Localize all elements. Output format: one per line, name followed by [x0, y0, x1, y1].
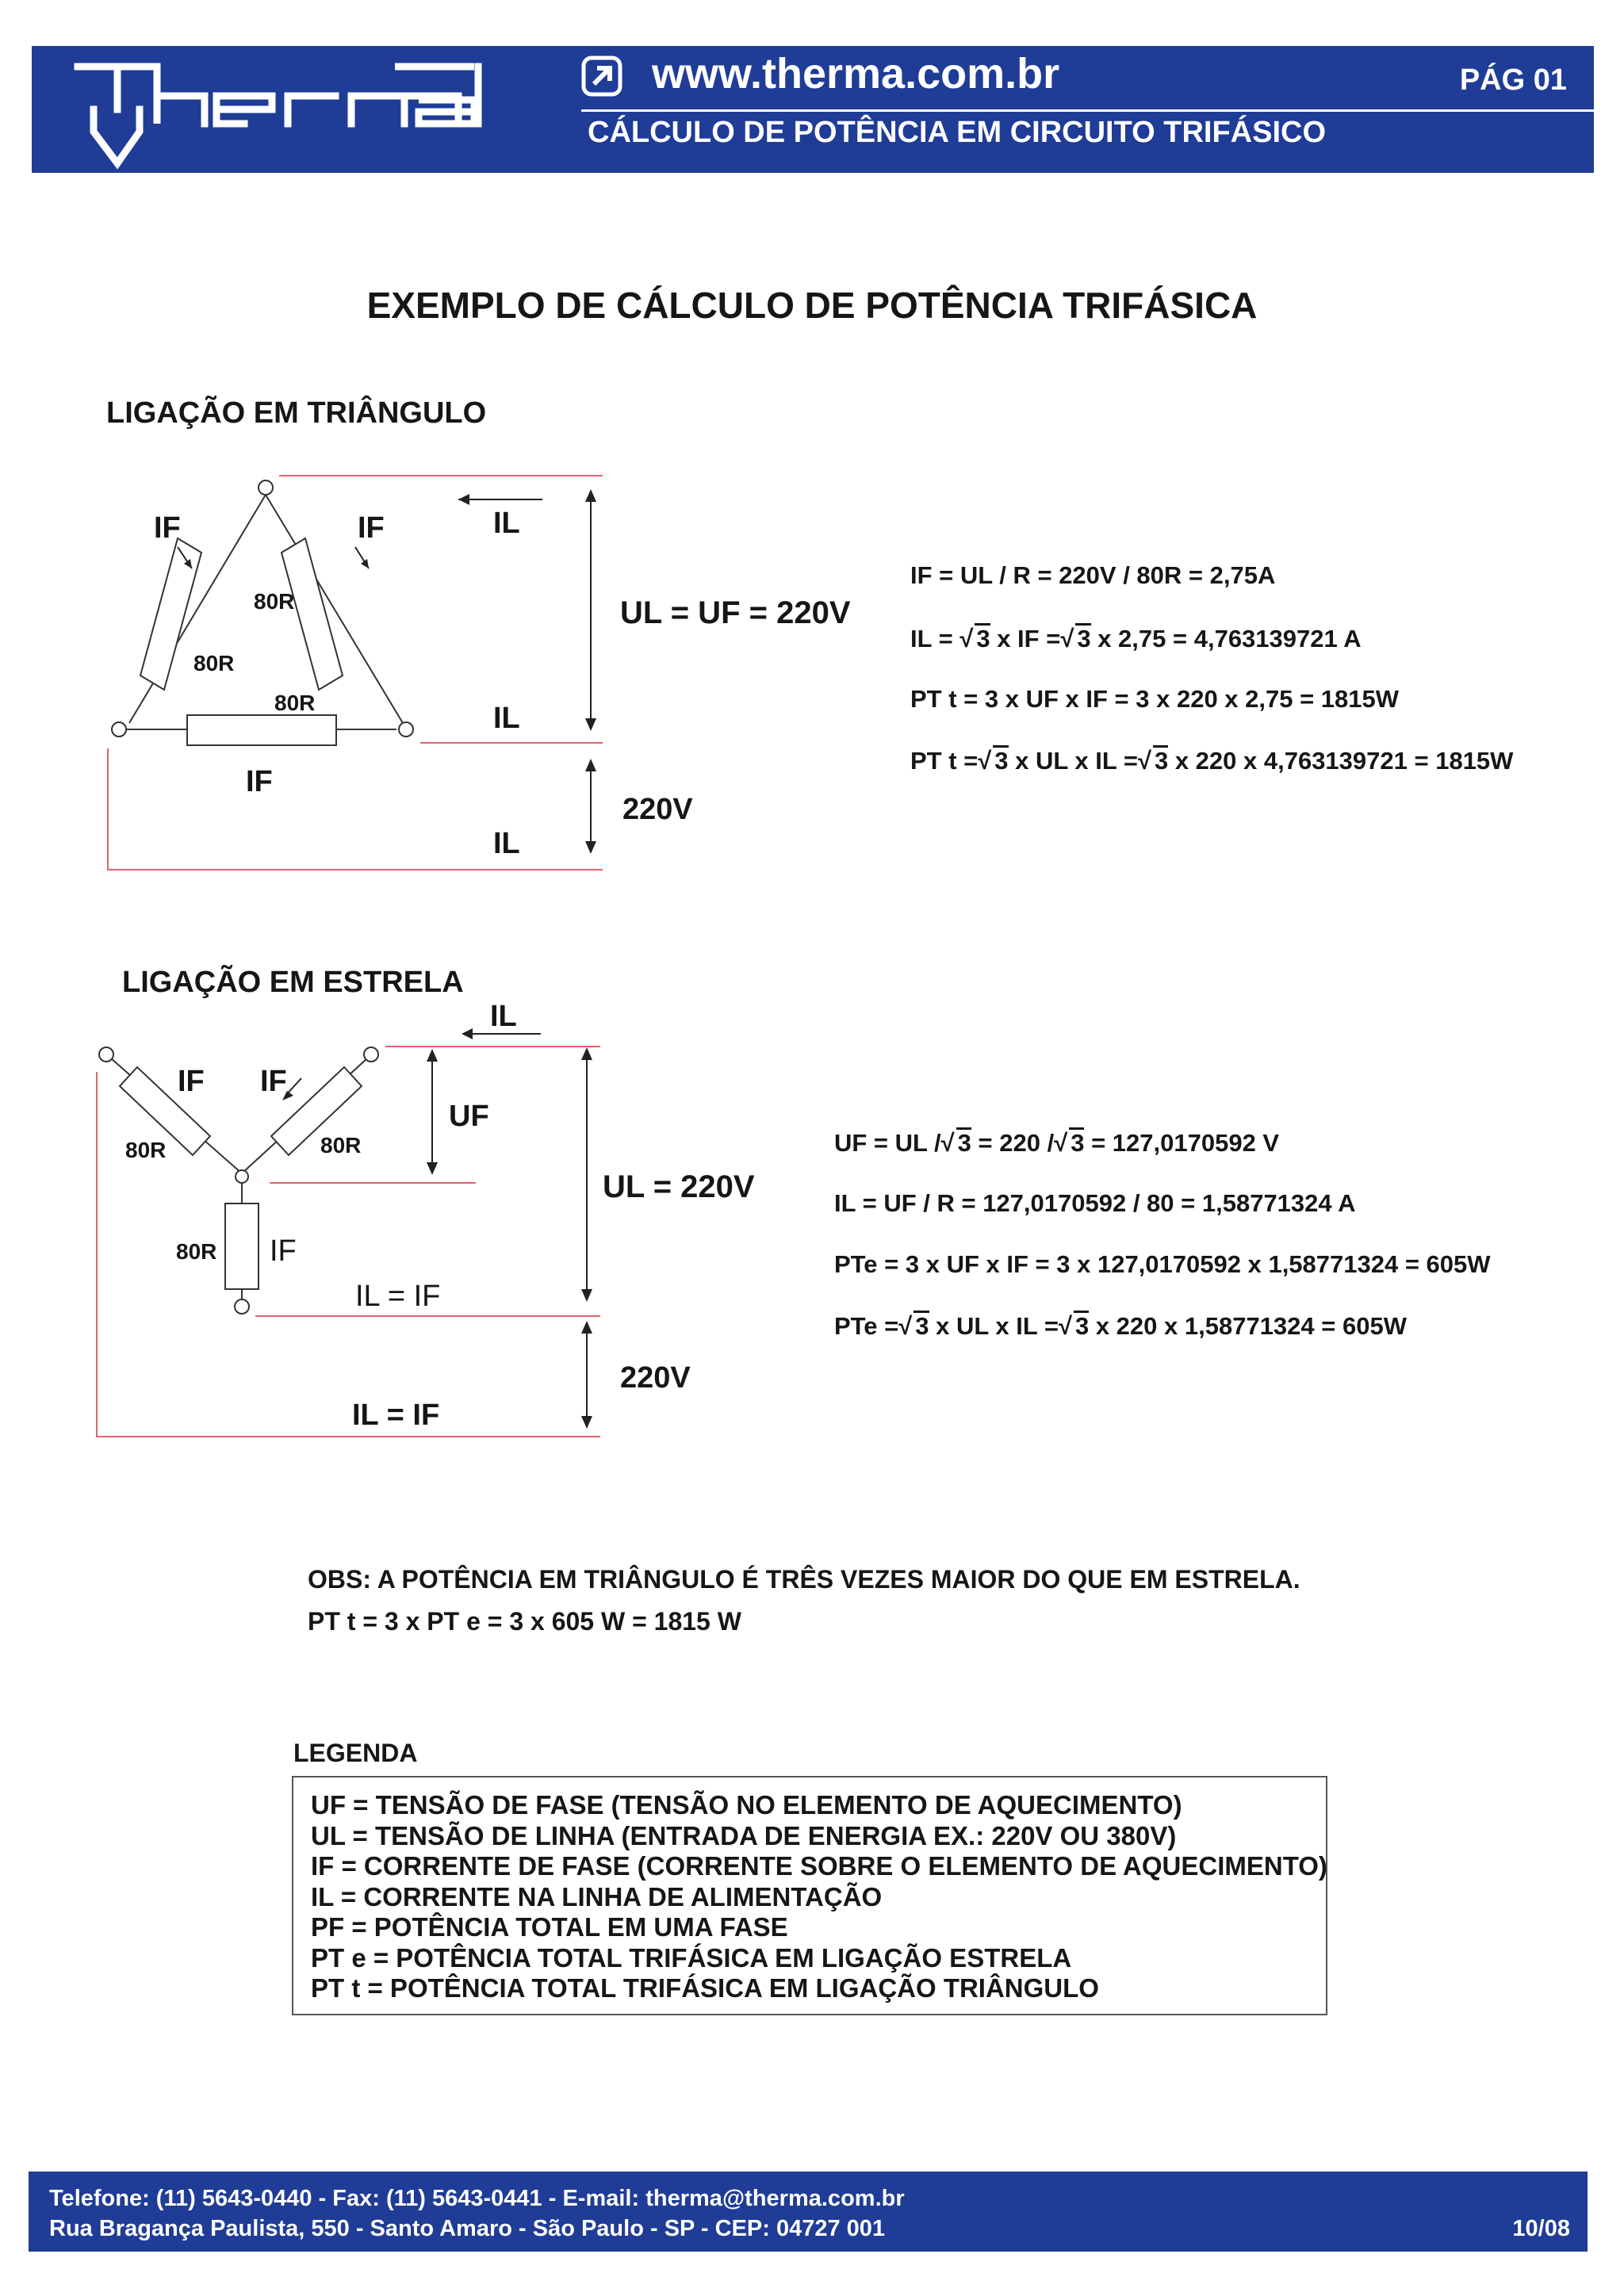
header-subtitle: CÁLCULO DE POTÊNCIA EM CIRCUITO TRIFÁSICO — [588, 116, 1326, 149]
star-if-bottom: IF — [270, 1234, 297, 1268]
legend-item: IL = CORRENTE NA LINHA DE ALIMENTAÇÃO — [311, 1881, 883, 1911]
legend-item: PT e = POTÊNCIA TOTAL TRIFÁSICA EM LIGAÇÃO ESTRELA — [311, 1942, 1072, 1973]
sqrt-icon: √ — [1054, 1129, 1068, 1157]
star-formula-pte: PTe = 3 x UF x IF = 3 x 127,0170592 x 1,58771324 = 605W — [834, 1250, 1491, 1278]
triangle-formula-il: IL = √ 3 x IF =√ 3 x 2,75 = 4,763139721 A — [910, 625, 1362, 652]
legend-title: LEGENDA — [293, 1739, 418, 1767]
star-voltage-lower: 220V — [620, 1361, 691, 1395]
triangle-if-bottom: IF — [246, 765, 273, 798]
star-formula-il: IL = UF / R = 127,0170592 / 80 = 1,58771324 A — [834, 1189, 1356, 1217]
sqrt-icon: √ — [940, 1129, 955, 1157]
observation-formula: PT t = 3 x PT e = 3 x 605 W = 1815 W — [308, 1607, 741, 1636]
external-link-icon — [581, 55, 622, 97]
star-formula-uf: UF = UL /√ 3 = 220 /√ 3 = 127,0170592 V — [834, 1129, 1280, 1157]
star-section-title: LIGAÇÃO EM ESTRELA — [122, 966, 464, 999]
observation-note: OBS: A POTÊNCIA EM TRIÂNGULO É TRÊS VEZES MAIOR DO QUE EM ESTRELA. — [308, 1565, 1300, 1594]
triangle-section-title: LIGAÇÃO EM TRIÂNGULO — [106, 396, 487, 430]
triangle-if-right: IF — [358, 511, 385, 545]
therma-logo — [46, 52, 490, 171]
site-url[interactable]: www.therma.com.br — [652, 50, 1060, 98]
triangle-r-bottom: 80R — [274, 691, 316, 715]
sqrt-icon: √ — [959, 625, 974, 652]
triangle-formula-pt-sqrt: PT t =√ 3 x UL x IL =√ 3 x 220 x 4,763139721 = 1815W — [910, 747, 1514, 775]
sqrt-icon: √ — [978, 747, 992, 775]
triangle-r-right: 80R — [254, 589, 295, 614]
triangle-voltage-main: UL = UF = 220V — [620, 595, 851, 630]
triangle-voltage-lower: 220V — [622, 793, 693, 826]
triangle-il-bottom: IL — [493, 827, 520, 860]
star-uf-label: UF — [449, 1100, 489, 1133]
triangle-formula-pt: PT t = 3 x UF x IF = 3 x 220 x 2,75 = 1815W — [910, 685, 1400, 713]
star-il-eq-if-bottom: IL = IF — [352, 1399, 440, 1432]
triangle-il-middle: IL — [493, 702, 520, 735]
sqrt-icon: √ — [1060, 625, 1074, 652]
page-title: EXEMPLO DE CÁLCULO DE POTÊNCIA TRIFÁSICA — [366, 285, 1258, 326]
star-if-left: IF — [178, 1065, 205, 1098]
triangle-circuit-diagram — [0, 460, 912, 888]
sqrt-icon: √ — [1058, 1312, 1072, 1340]
legend-item: UL = TENSÃO DE LINHA (ENTRADA DE ENERGIA EX.: 220V OU 380V) — [311, 1820, 1177, 1850]
star-r-bottom: 80R — [176, 1239, 217, 1264]
legend-list — [311, 1790, 1327, 2004]
star-il-top: IL — [490, 1000, 517, 1033]
sqrt-icon: √ — [898, 1312, 913, 1340]
star-formula-pte-sqrt: PTe =√ 3 x UL x IL =√ 3 x 220 x 1,58771324 = 605W — [834, 1312, 1407, 1340]
triangle-formula-if: IF = UL / R = 220V / 80R = 2,75A — [910, 561, 1276, 589]
page-number: PÁG 01 — [1459, 63, 1567, 97]
star-if-right: IF — [260, 1065, 287, 1098]
triangle-r-left: 80R — [193, 651, 235, 675]
triangle-il-top: IL — [493, 507, 520, 540]
footer-contact: Telefone: (11) 5643-0440 - Fax: (11) 5643-0441 - E-mail: therma@therma.com.br — [49, 2186, 905, 2211]
page-header — [32, 46, 1594, 173]
star-il-eq-if-mid: IL = IF — [355, 1280, 441, 1313]
star-r-right: 80R — [320, 1133, 362, 1158]
legend-item: PT t = POTÊNCIA TOTAL TRIFÁSICA EM LIGAÇÃO TRIÂNGULO — [311, 1973, 1099, 2003]
footer-address: Rua Bragança Paulista, 550 - Santo Amaro - São Paulo - SP - CEP: 04727 001 — [49, 2216, 886, 2241]
legend-box — [292, 1776, 1327, 2015]
triangle-if-left: IF — [154, 511, 181, 545]
legend-item: IF = CORRENTE DE FASE (CORRENTE SOBRE O ELEMENTO DE AQUECIMENTO) — [311, 1851, 1327, 1881]
header-divider — [581, 109, 1594, 112]
star-circuit-diagram — [0, 991, 912, 1451]
star-r-left: 80R — [125, 1138, 167, 1162]
legend-item: PF = POTÊNCIA TOTAL EM UMA FASE — [311, 1912, 788, 1942]
page-footer — [29, 2172, 1588, 2252]
footer-date: 10/08 — [1512, 2216, 1570, 2241]
sqrt-icon: √ — [1137, 747, 1151, 775]
legend-item: UF = TENSÃO DE FASE (TENSÃO NO ELEMENTO DE AQUECIMENTO) — [311, 1790, 1182, 1820]
star-voltage-main: UL = 220V — [603, 1169, 755, 1204]
